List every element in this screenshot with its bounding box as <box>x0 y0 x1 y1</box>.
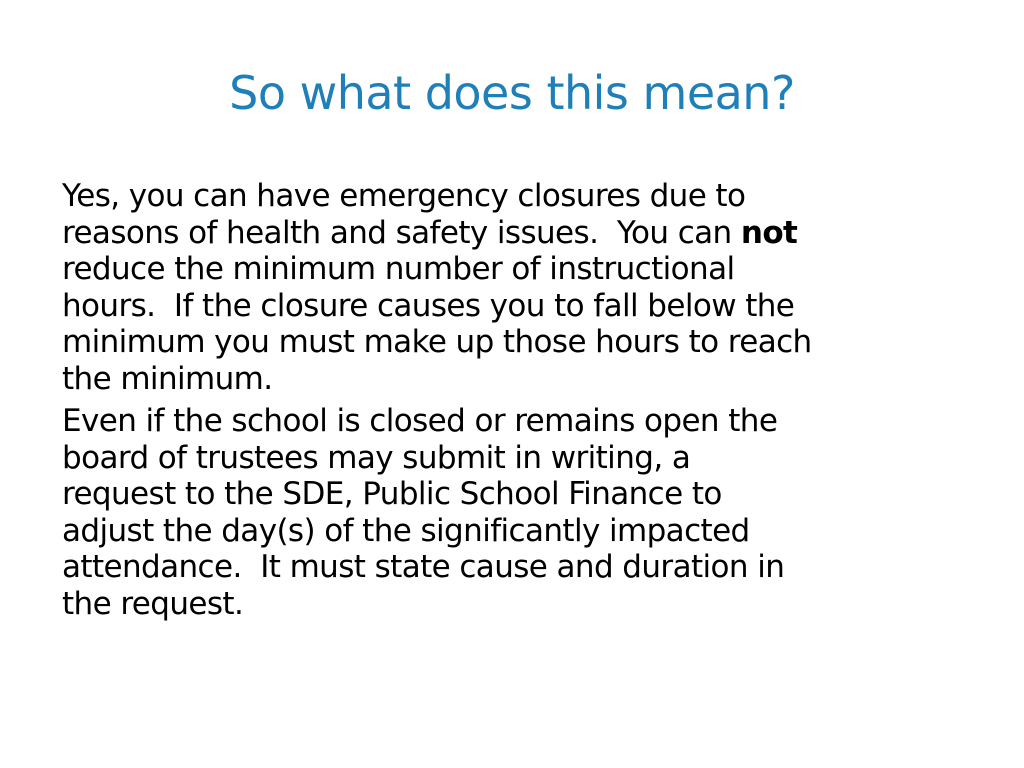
line-text: Even if the school is closed or remains open the <box>62 403 778 439</box>
line-text: the minimum. <box>62 360 273 397</box>
paragraph-line <box>62 403 982 440</box>
paragraph-line <box>62 178 982 215</box>
paragraph-line <box>62 251 982 288</box>
paragraph-line <box>62 214 982 252</box>
paragraph-board-request <box>62 403 982 622</box>
paragraph-line <box>62 324 982 361</box>
line-text: hours. If the closure causes you to fall below the <box>62 287 795 324</box>
line-text: reasons of health and safety issues. You can <box>62 214 741 251</box>
line-text: request to the SDE, Public School Finance to <box>62 476 722 512</box>
line-text: minimum you must make up those hours to reach <box>62 324 812 360</box>
line-text: attendance. It must state cause and duration in <box>62 549 785 585</box>
paragraph-line <box>62 512 982 550</box>
paragraph-line <box>62 287 982 325</box>
line-text: the request. <box>62 585 244 622</box>
paragraph-line <box>62 585 982 623</box>
paragraph-line <box>62 439 982 477</box>
paragraph-line <box>62 476 982 513</box>
emphasized-not: not <box>740 214 798 251</box>
slide-body <box>62 178 982 628</box>
line-text: Yes, you can have emergency closures due to <box>62 178 746 214</box>
line-text: adjust the day(s) of the significantly impacted <box>62 512 750 549</box>
line-text: board of trustees may submit in writing, a <box>62 439 691 476</box>
paragraph-line <box>62 549 982 586</box>
paragraph-line <box>62 360 982 398</box>
line-text: reduce the minimum number of instructional <box>62 251 735 287</box>
paragraph-emergency-closures <box>62 178 982 397</box>
slide-title: So what does this mean? <box>229 66 795 120</box>
